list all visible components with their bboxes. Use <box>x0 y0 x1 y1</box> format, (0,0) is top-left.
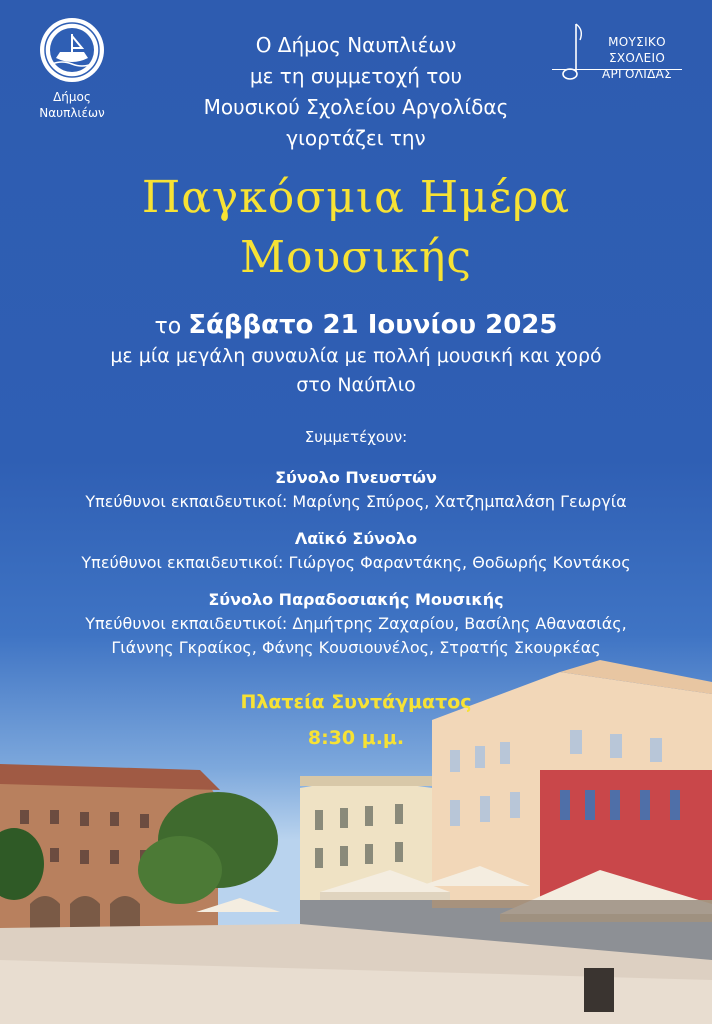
participants-label: Συμμετέχουν: <box>304 428 408 446</box>
intro-line-2: με τη συμμετοχή του <box>249 64 463 88</box>
intro-line-4: γιορτάζει την <box>286 126 426 150</box>
subtitle-line-2: στο Ναύπλιο <box>296 374 416 396</box>
school-line-3: ΑΡΓΟΛΙΔΑΣ <box>601 67 673 81</box>
group-title: Λαϊκό Σύνολο <box>294 529 418 548</box>
title-line-1: Παγκόσμια Ημέρα <box>141 172 571 223</box>
intro-block <box>0 30 712 154</box>
group-title: Σύνολο Πνευστών <box>275 468 437 487</box>
group-traditional-ensemble <box>0 588 712 660</box>
logo-caption-1: Δήμος <box>53 90 91 104</box>
school-line-2: ΣΧΟΛΕΙΟ <box>608 51 666 65</box>
venue-place: Πλατεία Συντάγματος <box>240 691 472 713</box>
group-teachers: Υπεύθυνοι εκπαιδευτικοί: Γιώργος Φαραντάκης, Θοδωρής Κοντάκος <box>81 553 631 572</box>
logo-caption-2: Ναυπλιέων <box>39 106 105 120</box>
event-subtitle <box>0 342 712 400</box>
group-wind-ensemble <box>0 466 712 514</box>
subtitle-line-1: με μία μεγάλη συναυλία με πολλή μουσική και χορό <box>110 345 602 367</box>
event-title <box>0 168 712 288</box>
intro-line-1: Ο Δήμος Ναυπλιέων <box>255 33 457 57</box>
group-teachers: Υπεύθυνοι εκπαιδευτικοί: Μαρίνης Σπύρος, Χατζημπαλάση Γεωργία <box>85 492 627 511</box>
group-title: Σύνολο Παραδοσιακής Μουσικής <box>208 590 504 609</box>
group-folk-ensemble <box>0 527 712 575</box>
date-prefix: το <box>154 314 182 339</box>
title-line-2: Μουσικής <box>239 232 473 283</box>
intro-line-3: Μουσικού Σχολείου Αργολίδας <box>203 95 509 119</box>
venue-time: 8:30 μ.μ. <box>307 727 405 749</box>
school-line-1: ΜΟΥΣΙΚΟ <box>608 35 666 49</box>
date-value: Σάββατο 21 Ιουνίου 2025 <box>188 310 558 340</box>
group-teachers: Υπεύθυνοι εκπαιδευτικοί: Δημήτρης Ζαχαρίου, Βασίλης Αθανασιάς, <box>85 614 627 633</box>
venue-block <box>0 684 712 756</box>
group-teachers-2: Γιάννης Γκραίκος, Φάνης Κουσιουνέλος, Στρατής Σκουρκέας <box>111 638 601 657</box>
event-date <box>0 308 712 344</box>
